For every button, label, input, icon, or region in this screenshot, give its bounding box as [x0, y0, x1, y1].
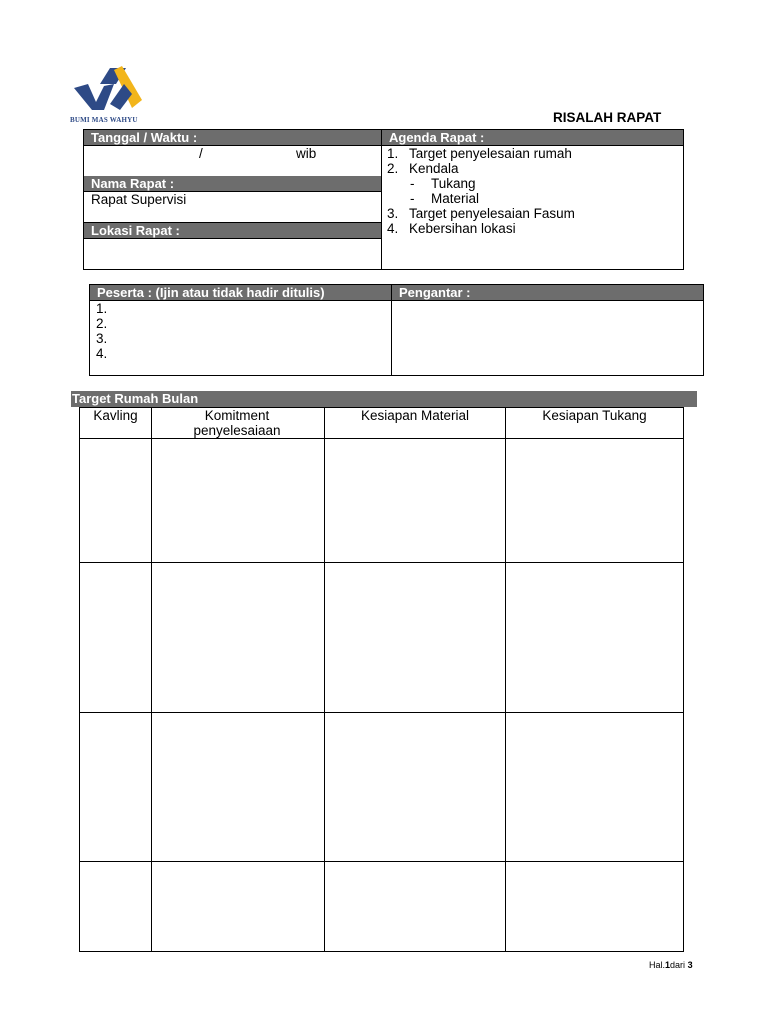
agenda-item-text: Kebersihan lokasi — [409, 221, 516, 236]
agenda-item-text: Kendala — [409, 161, 459, 176]
time-unit: wib — [296, 146, 317, 161]
agenda-item-marker: 3. — [387, 206, 399, 221]
table-row-divider — [80, 438, 683, 439]
column-header-tukang: Kesiapan Tukang — [542, 408, 647, 423]
page-total: 3 — [687, 960, 693, 970]
column-header-komitment: Komitment penyelesaiaan — [193, 408, 281, 438]
table-row-divider — [80, 861, 683, 862]
page-footer — [649, 960, 693, 971]
participant-number: 1. — [96, 301, 108, 316]
agenda-item-text: Target penyelesaian Fasum — [409, 206, 575, 221]
meeting-name-header: Nama Rapat : — [84, 176, 381, 191]
agenda-subitem-marker: - — [410, 176, 415, 191]
location-header: Lokasi Rapat : — [84, 223, 381, 238]
participants-header: Peserta : (Ijin atau tidak hadir ditulis) — [90, 285, 391, 300]
table-row-divider — [80, 562, 683, 563]
page-prefix: Hal. — [649, 960, 666, 970]
page-middle: dari — [670, 960, 686, 970]
document-title: RISALAH RAPAT — [553, 110, 662, 125]
delivery-header: Pengantar : — [392, 285, 703, 300]
agenda-item-text: Target penyelesaian rumah — [409, 146, 572, 161]
date-time-header: Tanggal / Waktu : — [84, 130, 381, 145]
logo-mark-icon — [70, 64, 146, 114]
agenda-subitem-marker: - — [410, 191, 415, 206]
agenda-header: Agenda Rapat : — [382, 130, 683, 145]
participant-number: 3. — [96, 331, 108, 346]
target-table — [79, 407, 684, 952]
participant-number: 2. — [96, 316, 108, 331]
table-row-divider — [80, 712, 683, 713]
column-header-material: Kesiapan Material — [360, 408, 470, 423]
agenda-subitem-text: Material — [431, 191, 480, 206]
agenda-item-marker: 1. — [387, 146, 399, 161]
page-current: 1 — [665, 960, 671, 970]
company-name: BUMI MAS WAHYU — [70, 116, 138, 124]
company-logo — [70, 64, 146, 126]
target-table-title: Target Rumah Bulan — [71, 391, 697, 407]
agenda-subitem-text: Tukang — [431, 176, 476, 191]
meeting-name-value: Rapat Supervisi — [91, 192, 187, 207]
info-table-divider — [381, 129, 382, 270]
column-header-kavling: Kavling — [93, 408, 138, 423]
agenda-item-marker: 2. — [387, 161, 399, 176]
agenda-item-marker: 4. — [387, 221, 399, 236]
participant-number: 4. — [96, 346, 108, 361]
date-separator: / — [199, 146, 203, 161]
